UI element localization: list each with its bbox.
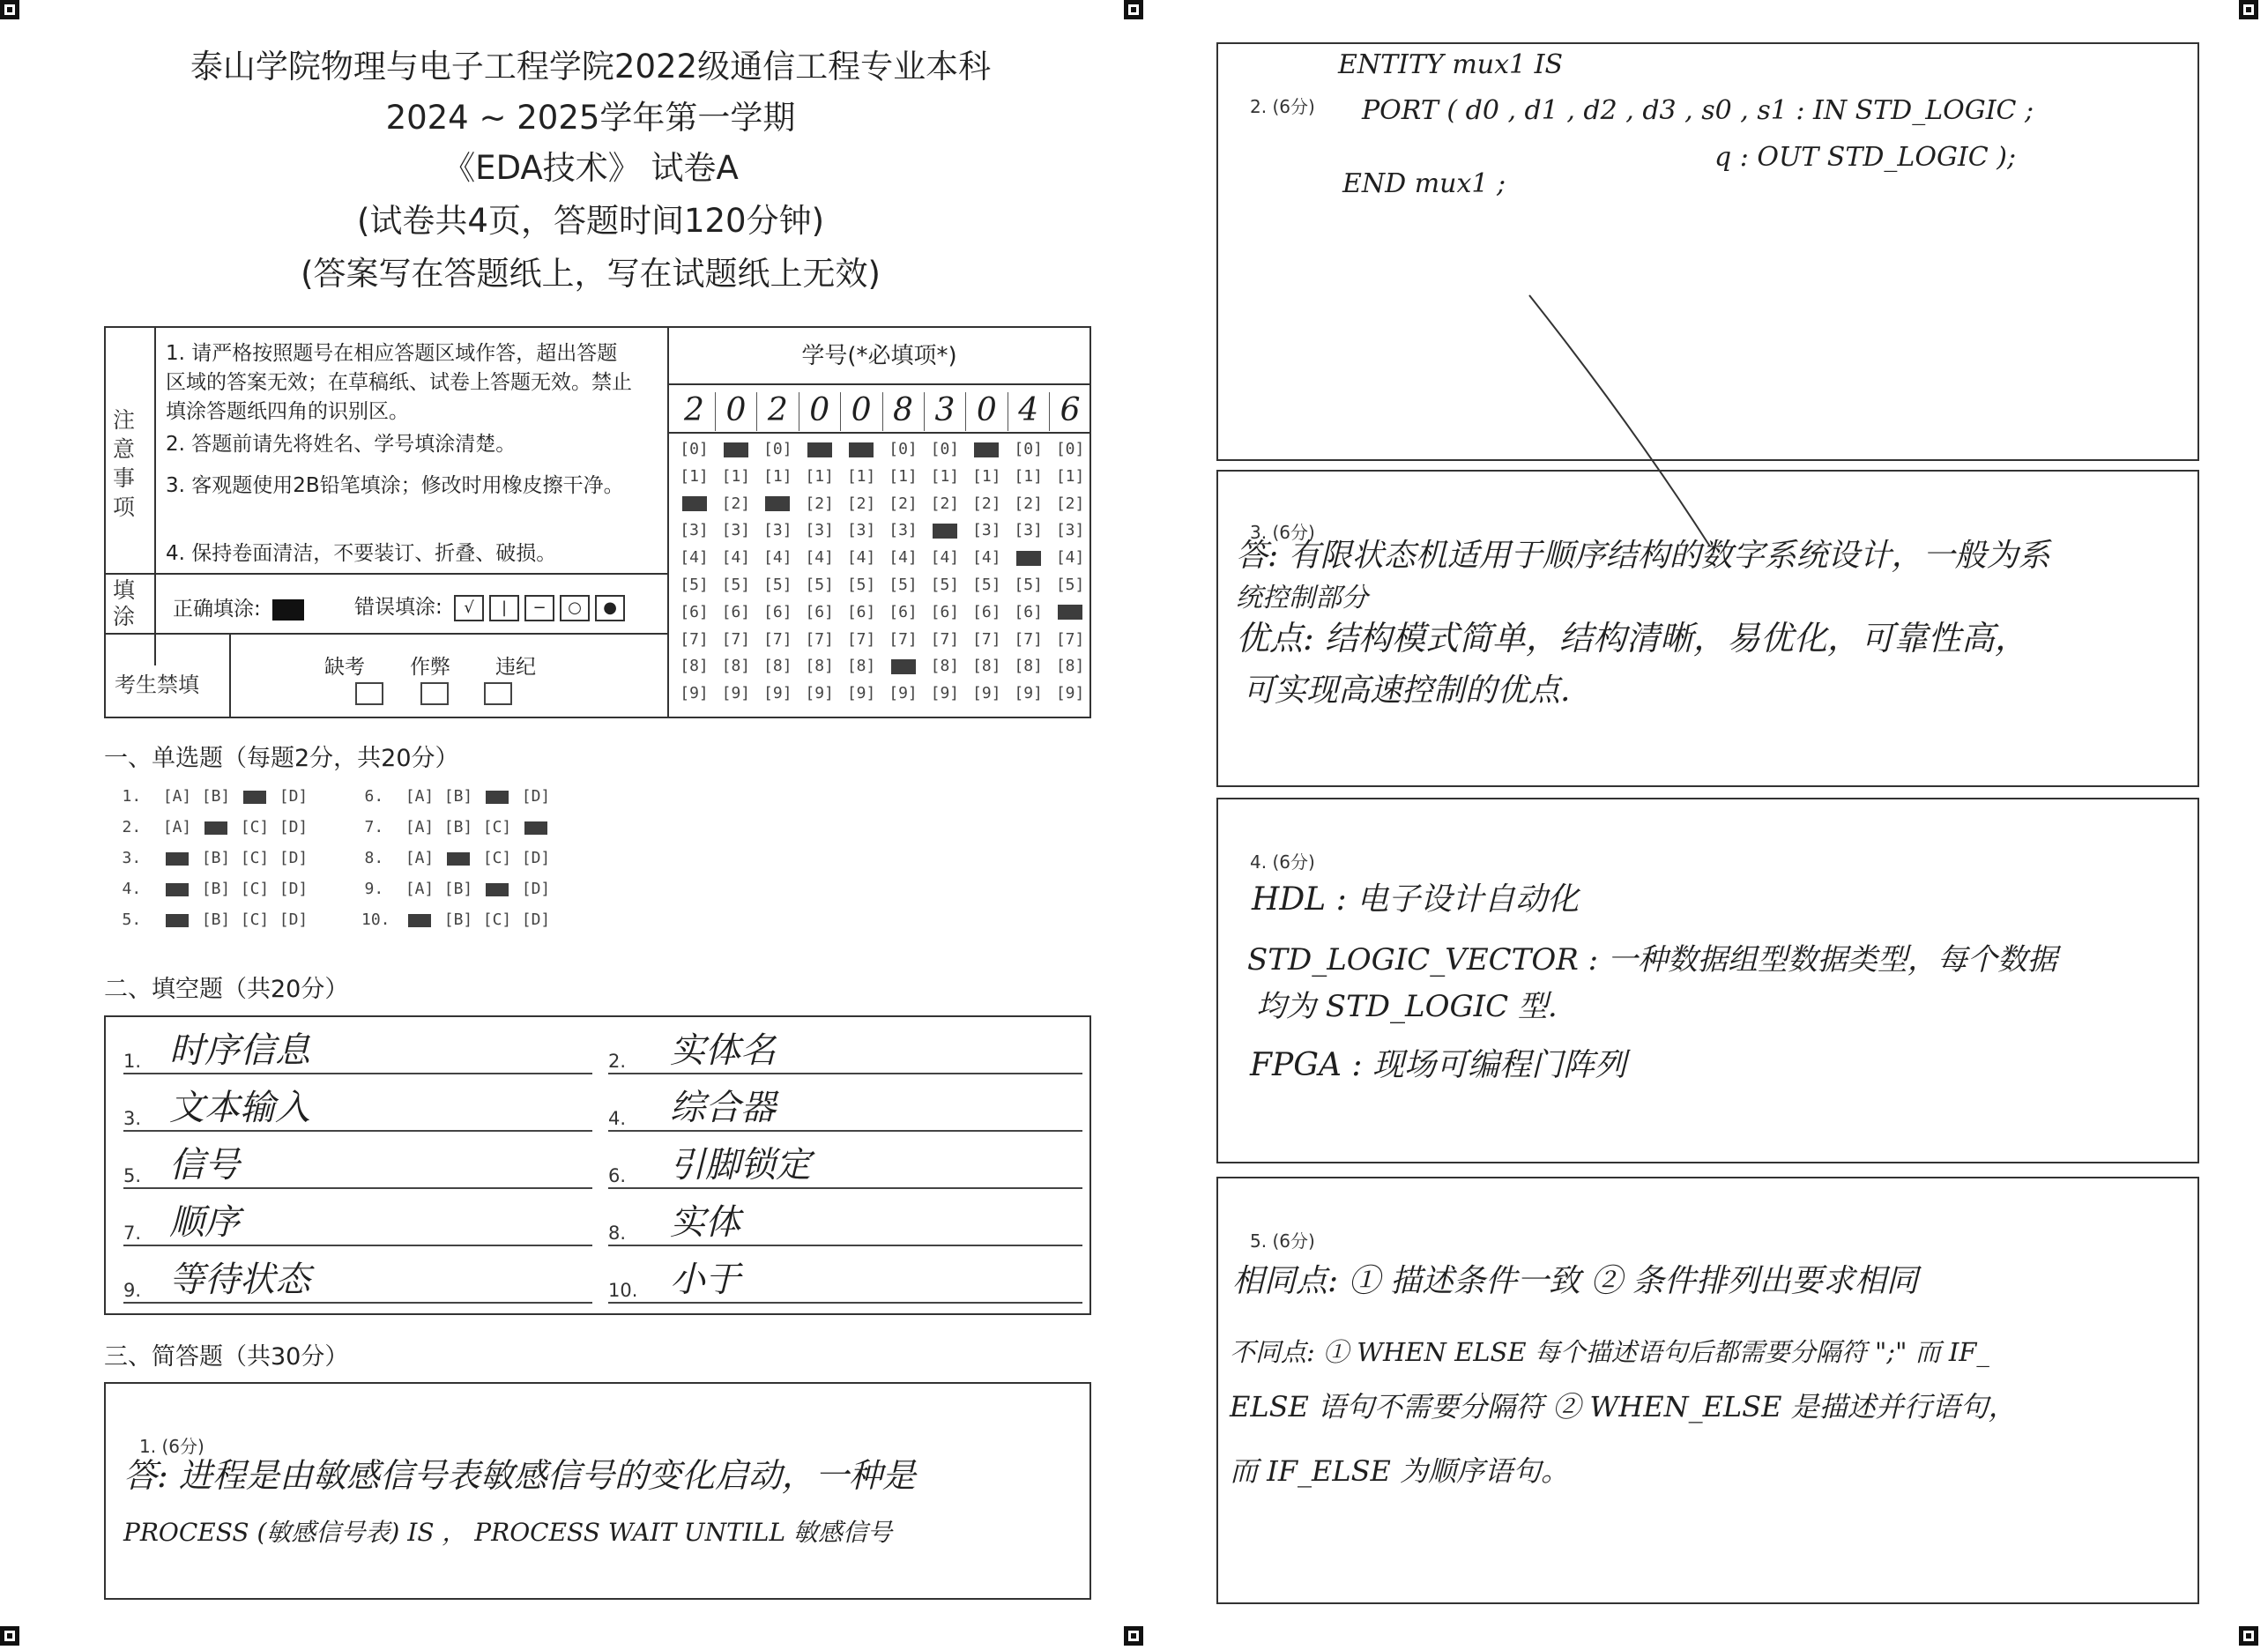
q2-answer-line-3: q : OUT STD_LOGIC );	[1714, 142, 2017, 173]
student-id-bubble[interactable]: [9]	[721, 684, 751, 703]
section1-title: 一、单选题（每题2分，共20分）	[104, 745, 459, 772]
single-choice-row: 9. [A] [B] [D]	[361, 880, 555, 898]
student-id-bubble[interactable]: [9]	[972, 684, 1001, 703]
q4-answer-line-2: STD_LOGIC_VECTOR : 一种数据组型数据类型，每个数据	[1247, 942, 2057, 977]
choice-bubble[interactable]: [A]	[405, 849, 435, 867]
corner-mark-top-left	[0, 0, 19, 19]
student-id-bubble[interactable]: [6]	[721, 602, 751, 621]
forbid-absent: 缺考	[324, 656, 365, 679]
choice-bubble[interactable]: [A]	[405, 818, 435, 836]
student-id-bubble[interactable]: [2]	[930, 494, 960, 513]
student-id-bubble[interactable]: [7]	[805, 629, 834, 649]
corner-mark-top-middle	[1124, 0, 1143, 19]
q3-answer-line-3: 优点: 结构模式简单，结构清晰，易优化，可靠性高，	[1236, 619, 2028, 658]
correct-fill-example: 正确填涂:	[173, 592, 304, 621]
student-id-bubble[interactable]: [0]	[1055, 440, 1085, 458]
student-id-bubble[interactable]: [4]	[930, 548, 960, 568]
student-id-bubble-filled[interactable]	[715, 436, 756, 464]
q5-answer-line-4: 而 IF_ELSE 为顺序语句。	[1230, 1454, 1570, 1488]
q4-answer-line-4: FPGA : 现场可编程门阵列	[1250, 1047, 1626, 1083]
fill-blank-number: 6.	[608, 1165, 627, 1186]
student-id-bubble[interactable]: [7]	[763, 629, 792, 649]
choice-bubble[interactable]: [A]	[405, 880, 435, 898]
fill-blank-number: 4.	[608, 1108, 627, 1129]
student-id-bubble-column	[757, 436, 799, 708]
student-id-bubble[interactable]: [3]	[805, 521, 834, 540]
q3-label: 3. (6分)	[1250, 522, 1315, 543]
q1-answer-line-2: PROCESS (敏感信号表) IS ， PROCESS WAIT UNTILL 敏感信号	[123, 1518, 892, 1547]
student-id-digit: 2	[757, 392, 799, 431]
student-id-bubble[interactable]: [7]	[1055, 629, 1085, 649]
student-id-bubble[interactable]: [5]	[930, 575, 960, 594]
choice-bubble[interactable]: [B]	[443, 910, 473, 929]
corner-mark-bottom-right	[2239, 1626, 2258, 1646]
fill-blank-number: 5.	[123, 1165, 142, 1186]
notice-item-2: 2. 答题前请先将姓名、学号填涂清楚。	[166, 433, 517, 456]
choice-bubble[interactable]: [B]	[201, 849, 231, 867]
student-id-bubble[interactable]: [9]	[930, 684, 960, 703]
choice-bubble[interactable]: [D]	[279, 910, 309, 929]
student-id-bubble[interactable]: [7]	[846, 629, 876, 649]
forbid-cheat: 作弊	[410, 656, 450, 679]
student-id-bubble-column	[1050, 436, 1091, 708]
fill-blank-number: 8.	[608, 1223, 627, 1244]
student-id-bubble[interactable]: [8]	[1014, 657, 1043, 676]
choice-bubble-filled[interactable]	[197, 818, 235, 836]
student-id-bubble-filled[interactable]	[799, 436, 840, 464]
student-id-bubble-column	[715, 436, 756, 708]
student-id-bubble[interactable]: [9]	[763, 684, 792, 703]
student-id-bubble[interactable]: [7]	[680, 629, 709, 649]
q4-label: 4. (6分)	[1250, 851, 1315, 873]
student-id-bubble-column	[1008, 436, 1049, 708]
student-id-bubble[interactable]: [6]	[889, 602, 918, 621]
student-id-bubble[interactable]: [4]	[846, 548, 876, 568]
student-id-bubble[interactable]: [1]	[763, 466, 792, 486]
student-id-bubble-filled[interactable]	[966, 436, 1008, 464]
student-id-bubble[interactable]: [8]	[930, 657, 960, 676]
exam-title-line-1: 泰山学院物理与电子工程学院2022级通信工程专业本科	[190, 48, 992, 85]
q2-answer-line-2: PORT ( d0 , d1 , d2 , d3 , s0 , s1 : IN STD_LOGIC ;	[1362, 95, 2034, 126]
fill-blank-number: 9.	[123, 1280, 142, 1301]
student-id-digit: 6	[1060, 392, 1081, 428]
student-id-bubble[interactable]: [4]	[1055, 548, 1085, 568]
choice-bubble[interactable]: [D]	[279, 787, 309, 806]
student-id-bubble[interactable]: [1]	[930, 466, 960, 486]
student-id-label: 学号(*必填项*)	[801, 343, 957, 369]
student-id-bubble-filled[interactable]	[924, 517, 965, 545]
fill-blank-answer: 综合器	[670, 1088, 776, 1128]
student-id-digit: 0	[799, 392, 841, 431]
choice-bubble[interactable]: [B]	[443, 818, 473, 836]
choice-bubble[interactable]: [C]	[482, 849, 512, 867]
student-id-bubble[interactable]: [8]	[846, 657, 876, 676]
q1-answer-line-1: 答: 进程是由敏感信号表敏感信号的变化启动，一种是	[123, 1456, 916, 1495]
fill-blank-answer: 小于	[670, 1260, 740, 1300]
q5-answer-line-3: ELSE 语句不需要分隔符 ② WHEN_ELSE 是描述并行语句，	[1230, 1390, 2017, 1423]
student-id-bubble[interactable]: [8]	[972, 657, 1001, 676]
choice-bubble[interactable]: [D]	[279, 818, 309, 836]
choice-bubble[interactable]: [D]	[279, 849, 309, 867]
choice-bubble[interactable]: [C]	[240, 818, 270, 836]
student-id-bubble[interactable]: [7]	[930, 629, 960, 649]
notice-label: 注意事项	[113, 407, 136, 520]
single-choice-row: 6. [A] [B] [D]	[361, 787, 555, 806]
fill-blank-number: 3.	[123, 1108, 142, 1129]
student-id-bubble[interactable]: [0]	[1014, 440, 1043, 458]
student-id-bubble[interactable]: [3]	[972, 521, 1001, 540]
student-id-bubble[interactable]: [4]	[721, 548, 751, 568]
student-id-bubble[interactable]: [0]	[930, 440, 960, 458]
student-id-bubble[interactable]: [7]	[1014, 629, 1043, 649]
student-id-bubble[interactable]: [8]	[805, 657, 834, 676]
choice-bubble[interactable]: [C]	[482, 910, 512, 929]
corner-mark-bottom-middle	[1124, 1626, 1143, 1646]
student-id-bubble[interactable]: [9]	[1055, 684, 1085, 703]
fill-blank-answer: 信号	[169, 1145, 240, 1185]
student-id-bubble[interactable]: [2]	[1014, 494, 1043, 513]
choice-bubble[interactable]: [B]	[201, 910, 231, 929]
choice-bubble-filled[interactable]	[478, 787, 517, 806]
student-id-bubble[interactable]: [5]	[763, 575, 792, 594]
q5-answer-line-1: 相同点: ① 描述条件一致 ② 条件排列出要求相同	[1232, 1263, 1918, 1299]
single-choice-row: 7. [A] [B] [C]	[361, 818, 555, 836]
student-id-bubble[interactable]: [5]	[889, 575, 918, 594]
student-id-bubble[interactable]: [3]	[763, 521, 792, 540]
student-id-bubble[interactable]: [2]	[805, 494, 834, 513]
student-id-bubble[interactable]: [6]	[763, 602, 792, 621]
fill-blank-answer: 顺序	[169, 1202, 240, 1243]
student-id-bubble[interactable]: [5]	[680, 575, 709, 594]
q2-answer-line-4: END mux1 ;	[1342, 168, 1506, 199]
choice-bubble[interactable]: [A]	[405, 787, 435, 806]
single-choice-row: 4. [B] [C] [D]	[119, 880, 313, 898]
forbid-violate-box[interactable]	[484, 682, 512, 705]
notice-item-3: 3. 客观题使用2B铅笔填涂；修改时用橡皮擦干净。	[166, 474, 624, 497]
student-id-bubble[interactable]: [6]	[846, 602, 876, 621]
student-id-bubble[interactable]: [9]	[1014, 684, 1043, 703]
student-id-bubble-column	[882, 436, 924, 708]
choice-bubble-filled[interactable]	[517, 818, 555, 836]
student-id-bubble[interactable]: [2]	[846, 494, 876, 513]
student-id-bubble[interactable]: [5]	[805, 575, 834, 594]
student-id-bubble[interactable]: [5]	[1055, 575, 1085, 594]
notice-item-4: 4. 保持卷面清洁，不要装订、折叠、破损。	[166, 542, 557, 565]
student-id-digit: 0	[841, 392, 883, 431]
student-id-bubble-column	[799, 436, 840, 708]
fill-blank-number: 1.	[123, 1051, 142, 1072]
student-id-bubble-filled[interactable]	[841, 436, 882, 464]
student-id-bubble[interactable]: [9]	[889, 684, 918, 703]
forbid-label: 考生禁填	[115, 673, 199, 697]
forbid-cheat-box[interactable]	[420, 682, 449, 705]
wrong-fill-example: 错误填涂: √ | − ○ ●	[354, 591, 625, 621]
choice-bubble[interactable]: [C]	[482, 818, 512, 836]
fill-blank-answer: 引脚锁定	[670, 1145, 811, 1185]
student-id-bubble[interactable]: [4]	[889, 548, 918, 568]
student-id-bubble-column	[966, 436, 1008, 708]
student-id-digit: 3	[924, 392, 966, 431]
choice-bubble[interactable]: [D]	[521, 787, 551, 806]
student-id-bubble[interactable]: [0]	[889, 440, 918, 458]
exam-title-line-2: 2024 ~ 2025学年第一学期	[385, 99, 796, 137]
student-id-bubble[interactable]: [3]	[846, 521, 876, 540]
fill-blank-number: 10.	[608, 1280, 638, 1301]
student-id-bubble[interactable]: [4]	[805, 548, 834, 568]
student-id-bubble[interactable]: [5]	[846, 575, 876, 594]
section2-title: 二、填空题（共20分）	[104, 976, 349, 1003]
single-choice-row: 2. [A] [C] [D]	[119, 818, 313, 836]
choice-bubble-filled[interactable]	[400, 910, 439, 929]
student-id-bubble-filled[interactable]	[757, 491, 799, 518]
student-id-bubble[interactable]: [9]	[805, 684, 834, 703]
choice-bubble[interactable]: [B]	[201, 880, 231, 898]
q2-label: 2. (6分)	[1250, 96, 1315, 117]
student-id-digit: 8	[882, 392, 925, 431]
student-id-bubble[interactable]: [1]	[1055, 466, 1085, 486]
fill-blank-answer: 文本输入	[169, 1088, 310, 1128]
choice-bubble[interactable]: [A]	[162, 787, 192, 806]
student-id-digit: 0	[715, 392, 757, 431]
student-id-bubble[interactable]: [1]	[721, 466, 751, 486]
single-choice-row: 5. [B] [C] [D]	[119, 910, 313, 929]
student-id-bubble[interactable]: [1]	[972, 466, 1001, 486]
single-choice-row: 3. [B] [C] [D]	[119, 849, 313, 867]
student-id-bubble[interactable]: [3]	[721, 521, 751, 540]
student-id-bubble[interactable]: [2]	[972, 494, 1001, 513]
student-id-bubble-filled[interactable]	[1008, 545, 1049, 572]
q3-answer-line-1: 答: 有限状态机适用于顺序结构的数字系统设计，一般为系	[1236, 538, 2050, 574]
student-id-bubble[interactable]: [4]	[763, 548, 792, 568]
student-id-bubble[interactable]: [4]	[680, 548, 709, 568]
choice-bubble[interactable]: [B]	[443, 880, 473, 898]
fill-blank-answer: 实体名	[670, 1030, 776, 1071]
student-id-bubble[interactable]: [9]	[680, 684, 709, 703]
choice-bubble[interactable]: [D]	[521, 910, 551, 929]
fill-blank-answer: 时序信息	[169, 1030, 310, 1071]
fill-blank-number: 7.	[123, 1223, 142, 1244]
choice-bubble[interactable]: [C]	[240, 880, 270, 898]
forbid-absent-box[interactable]	[355, 682, 383, 705]
choice-bubble[interactable]: [D]	[521, 849, 551, 867]
student-id-bubble-column	[924, 436, 965, 708]
student-id-bubble[interactable]: [3]	[1014, 521, 1043, 540]
forbid-violate: 违纪	[495, 656, 536, 679]
fill-label: 填涂	[113, 577, 136, 629]
student-id-bubble[interactable]: [3]	[1055, 521, 1085, 540]
student-id-bubble[interactable]: [5]	[1014, 575, 1043, 594]
student-id-bubble[interactable]: [4]	[972, 548, 1001, 568]
choice-bubble[interactable]: [A]	[162, 818, 192, 836]
q1-label: 1. (6分)	[139, 1436, 204, 1457]
q5-label: 5. (6分)	[1250, 1230, 1315, 1252]
student-id-digit: 0	[966, 392, 1008, 431]
fill-blank-number: 2.	[608, 1051, 627, 1072]
choice-bubble[interactable]: [D]	[279, 880, 309, 898]
student-id-bubble-filled[interactable]	[1050, 599, 1091, 627]
student-id-bubble[interactable]: [5]	[972, 575, 1001, 594]
student-id-bubble-filled[interactable]	[673, 491, 715, 518]
choice-bubble[interactable]: [D]	[521, 880, 551, 898]
q3-answer-line-4: 可实现高速控制的优点.	[1243, 673, 1571, 709]
student-id-bubble[interactable]: [1]	[680, 466, 709, 486]
choice-bubble[interactable]: [B]	[443, 787, 473, 806]
student-id-bubble[interactable]: [8]	[763, 657, 792, 676]
corner-mark-top-right	[2239, 0, 2258, 19]
student-id-bubble-filled[interactable]	[882, 653, 924, 680]
student-id-bubble[interactable]: [5]	[721, 575, 751, 594]
student-id-bubble[interactable]: [8]	[680, 657, 709, 676]
single-choice-row: 8. [A] [C] [D]	[361, 849, 555, 867]
choice-bubble-filled[interactable]	[158, 910, 197, 929]
corner-mark-bottom-left	[0, 1626, 19, 1646]
student-id-bubble[interactable]: [6]	[805, 602, 834, 621]
choice-bubble-filled[interactable]	[235, 787, 274, 806]
student-id-bubble[interactable]: [2]	[721, 494, 751, 513]
student-id-bubble[interactable]: [1]	[805, 466, 834, 486]
single-choice-row: 1. [A] [B] [D]	[119, 787, 313, 806]
student-id-bubble-column	[673, 436, 715, 708]
student-id-bubble[interactable]: [3]	[889, 521, 918, 540]
choice-bubble-filled[interactable]	[158, 880, 197, 898]
student-id-bubble[interactable]: [8]	[721, 657, 751, 676]
choice-bubble-filled[interactable]	[439, 849, 478, 867]
single-choice-row: 10. [B] [C] [D]	[361, 910, 555, 929]
exam-title-line-3: 《EDA技术》 试卷A	[442, 149, 739, 187]
q3-answer-line-2: 统控制部分	[1236, 583, 1368, 613]
student-id-bubble[interactable]: [7]	[889, 629, 918, 649]
student-id-bubble[interactable]: [1]	[846, 466, 876, 486]
student-id-bubble[interactable]: [2]	[889, 494, 918, 513]
choice-bubble-filled[interactable]	[478, 880, 517, 898]
student-id-bubble-column	[841, 436, 882, 708]
choice-bubble[interactable]: [C]	[240, 849, 270, 867]
section3-title: 三、简答题（共30分）	[104, 1343, 349, 1371]
q4-answer-line-1: HDL : 电子设计自动化	[1252, 881, 1580, 918]
student-id-bubble[interactable]: [0]	[763, 440, 792, 458]
student-id-bubble[interactable]: [0]	[680, 440, 709, 458]
exam-title-line-5: (答案写在答题纸上，写在试题纸上无效)	[301, 255, 881, 293]
choice-bubble[interactable]: [B]	[201, 787, 231, 806]
student-id-bubble[interactable]: [3]	[680, 521, 709, 540]
student-id-bubble[interactable]: [7]	[721, 629, 751, 649]
q5-answer-line-2: 不同点: ① WHEN ELSE 每个描述语句后都需要分隔符 ";" 而 IF_	[1230, 1337, 1989, 1367]
student-id-bubble[interactable]: [8]	[1055, 657, 1085, 676]
student-id-digit: 4	[1008, 392, 1050, 431]
notice-item-1: 1. 请严格按照题号在相应答题区域作答，超出答题区域的答案无效；在草稿纸、试卷上答题无效。禁止填涂答题纸四角的识别区。	[166, 342, 632, 423]
exam-title-line-4: (试卷共4页，答题时间120分钟)	[356, 202, 825, 240]
student-id-bubble[interactable]: [1]	[889, 466, 918, 486]
q2-answer-line-1: ENTITY mux1 IS	[1338, 49, 1564, 80]
student-id-bubble[interactable]: [6]	[972, 602, 1001, 621]
student-id-bubble[interactable]: [6]	[930, 602, 960, 621]
fill-blank-answer: 等待状态	[169, 1260, 310, 1300]
student-id-bubble[interactable]: [9]	[846, 684, 876, 703]
q4-answer-line-3: 均为 STD_LOGIC 型.	[1256, 989, 1558, 1024]
student-id-bubble[interactable]: [1]	[1014, 466, 1043, 486]
choice-bubble-filled[interactable]	[158, 849, 197, 867]
fill-blank-answer: 实体	[670, 1202, 740, 1243]
student-id-bubble[interactable]: [6]	[1014, 602, 1043, 621]
choice-bubble[interactable]: [C]	[240, 910, 270, 929]
student-id-digit: 2	[673, 392, 716, 431]
student-id-bubble[interactable]: [6]	[680, 602, 709, 621]
student-id-bubble[interactable]: [2]	[1055, 494, 1085, 513]
student-id-bubble[interactable]: [7]	[972, 629, 1001, 649]
